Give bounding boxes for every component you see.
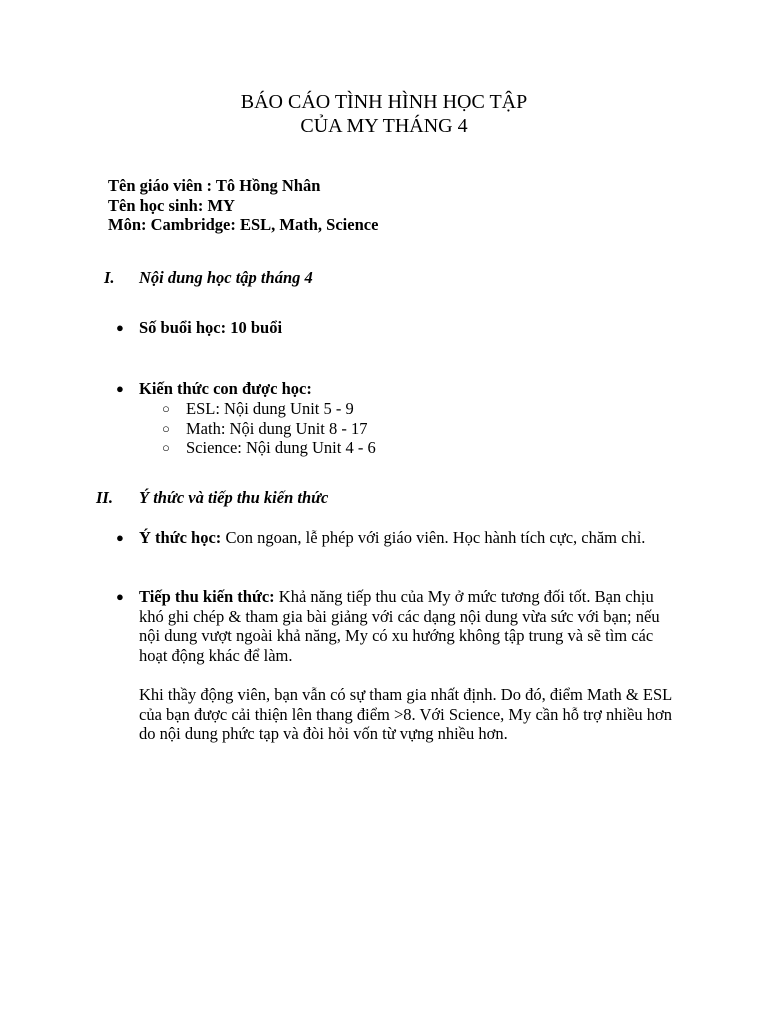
topic-text: Science: Nội dung Unit 4 - 6 bbox=[186, 438, 376, 457]
subjects-line: Môn: Cambridge: ESL, Math, Science bbox=[108, 215, 379, 234]
sessions-bullet bbox=[116, 318, 679, 338]
sub-bullet-circle-icon: ○ bbox=[162, 421, 170, 436]
absorption-bullet bbox=[116, 587, 679, 665]
section-1-number: I. bbox=[104, 268, 115, 287]
section-2-number: II. bbox=[96, 488, 113, 507]
knowledge-label: Kiến thức con được học: bbox=[139, 379, 312, 398]
topic-item-math bbox=[162, 419, 368, 439]
section-2-title: Ý thức và tiếp thu kiến thức bbox=[139, 488, 329, 507]
section-2-heading bbox=[0, 488, 768, 508]
report-title-line-1: BÁO CÁO TÌNH HÌNH HỌC TẬP bbox=[240, 91, 528, 113]
report-info-block bbox=[108, 176, 378, 235]
sub-bullet-circle-icon: ○ bbox=[162, 401, 170, 416]
report-title-line-2: CỦA MY THÁNG 4 bbox=[300, 115, 468, 137]
bullet-dot-icon: ● bbox=[116, 589, 124, 604]
student-name: Tên học sinh: MY bbox=[108, 195, 235, 215]
absorption-label: Tiếp thu kiến thức: bbox=[139, 587, 275, 606]
absorption-text: Khả năng tiếp thu của My ở mức tương đối tốt. Bạn chịu khó ghi chép & tham gia bài giảng với các dạng nội dung vừa sức với bạn; nếu nội dung vượt ngoài khả năng, My có xu hướng không tập trung và sẽ tìm các hoạt động khác để làm. bbox=[139, 587, 660, 665]
attitude-text: Con ngoan, lễ phép với giáo viên. Học hành tích cực, chăm chỉ. bbox=[221, 528, 646, 547]
attitude-bullet bbox=[116, 528, 679, 548]
knowledge-bullet bbox=[116, 379, 679, 399]
sessions-text: Số buổi học: 10 buổi bbox=[139, 318, 283, 337]
attitude-label: Ý thức học: bbox=[139, 528, 222, 547]
bullet-dot-icon: ● bbox=[116, 320, 124, 335]
section-1-heading bbox=[0, 268, 768, 288]
topic-text: ESL: Nội dung Unit 5 - 9 bbox=[186, 399, 354, 418]
topic-text: Math: Nội dung Unit 8 - 17 bbox=[186, 419, 368, 438]
bullet-dot-icon: ● bbox=[116, 381, 124, 396]
sub-bullet-circle-icon: ○ bbox=[162, 440, 170, 455]
teacher-name: Tên giáo viên : Tô Hồng Nhân bbox=[108, 176, 321, 195]
topic-item-esl bbox=[162, 399, 354, 419]
bullet-dot-icon: ● bbox=[116, 530, 124, 545]
section-1-title: Nội dung học tập tháng 4 bbox=[139, 268, 313, 287]
topic-item-science bbox=[162, 438, 376, 458]
closing-paragraph: Khi thầy động viên, bạn vẫn có sự tham gia nhất định. Do đó, điểm Math & ESL của bạn được cải thiện lên thang điểm >8. Với Science, My cần hỗ trợ nhiều hơn do nội dung phức tạp và đòi hỏi vốn từ vựng nhiều hơn. bbox=[139, 685, 673, 744]
